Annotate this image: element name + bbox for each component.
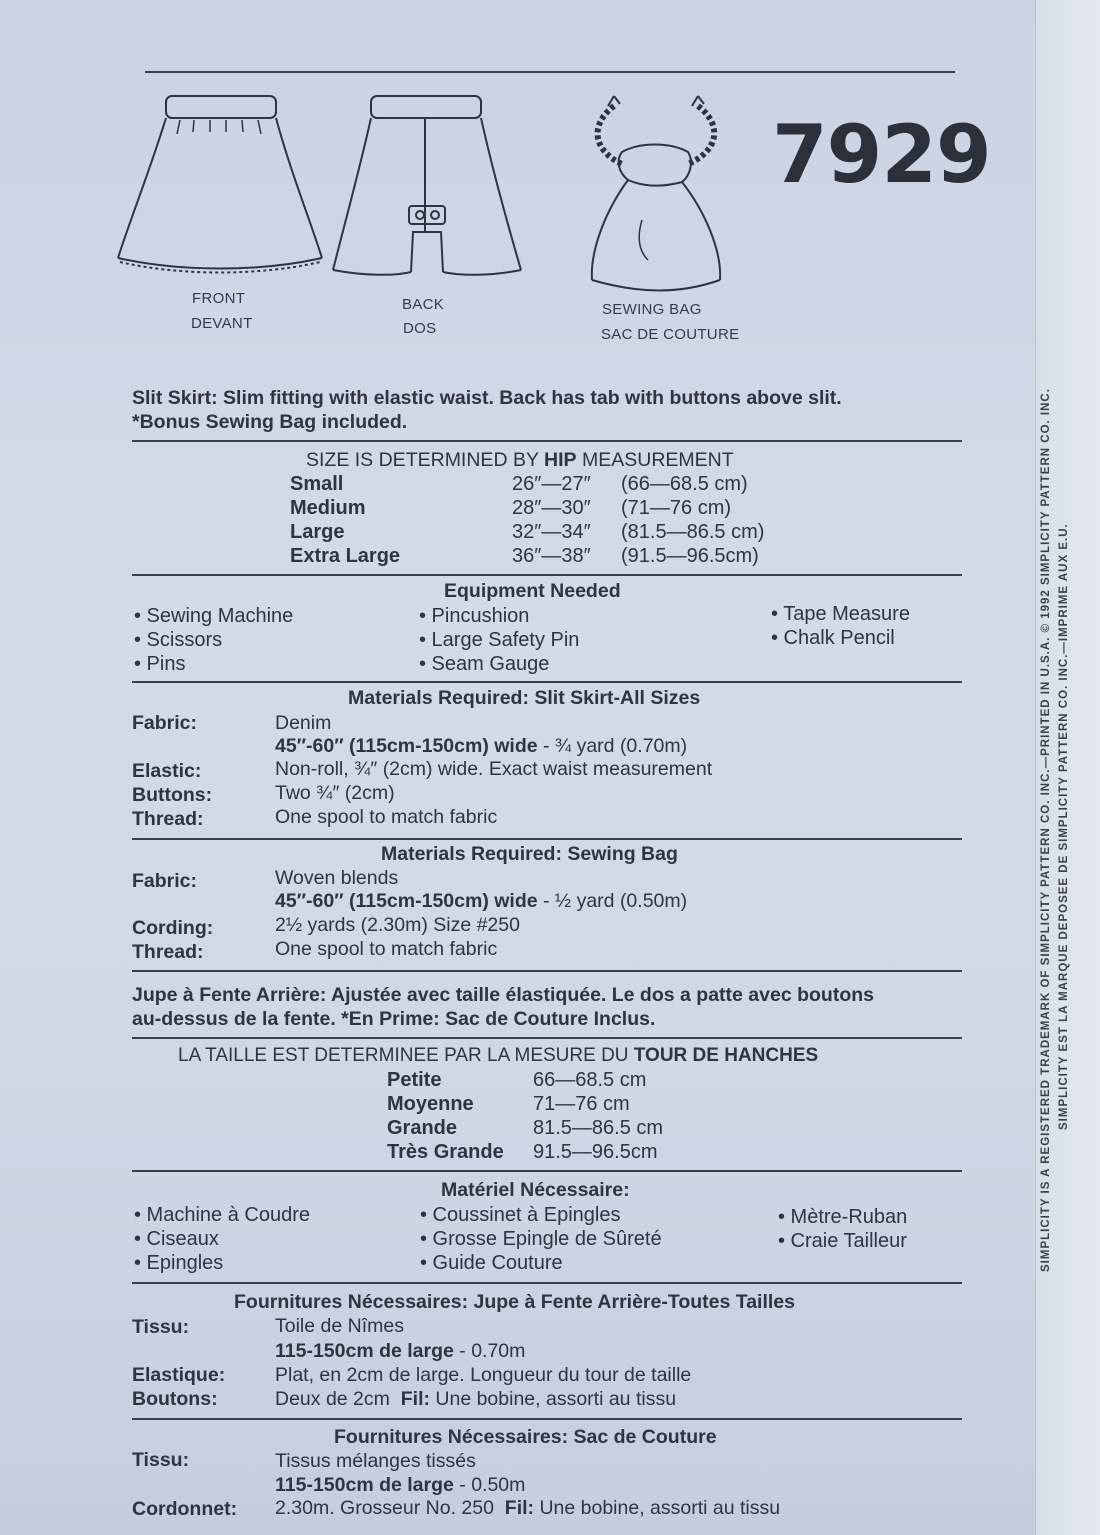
- divider: [132, 681, 962, 683]
- size-cm: (91.5—96.5cm): [621, 545, 759, 567]
- materiel-item: • Ciseaux: [134, 1228, 219, 1250]
- sewing-bag-illustration: [570, 90, 750, 300]
- skirt-back-illustration: [325, 92, 535, 287]
- bag-thread-label: Thread:: [132, 941, 204, 963]
- equipment-item: • Scissors: [134, 629, 223, 651]
- devant-label: DEVANT: [191, 315, 253, 332]
- buttons-label: Buttons:: [132, 784, 213, 806]
- trademark-notice-line2: SIMPLICITY EST LA MARQUE DEPOSEE DE SIMPLICITY PATTERN CO. INC.—IMPRIME AUX E.U.: [1058, 523, 1070, 1130]
- materiel-item: • Machine à Coudre: [134, 1204, 310, 1226]
- boutons-value: Deux de 2cm Fil: Une bobine, assorti au tissu: [275, 1388, 677, 1410]
- equipment-item: • Sewing Machine: [134, 605, 294, 627]
- trademark-notice-line1: SIMPLICITY IS A REGISTERED TRADEMARK OF SIMPLICITY PATTERN CO. INC.—PRINTED IN U.S.A. © 1992 SIMPLICITY PATTERN CO. INC.: [1040, 388, 1052, 1272]
- divider: [132, 1170, 962, 1172]
- buttons-value: Two ¾″ (2cm): [275, 782, 395, 804]
- sac-tissu-width: 115-150cm de large - 0.50m: [275, 1474, 526, 1496]
- skirt-front-illustration: [110, 90, 330, 290]
- divider: [132, 574, 962, 576]
- bag-fabric-label: Fabric:: [132, 870, 198, 892]
- size-cm: (71—76 cm): [621, 497, 732, 519]
- equipment-item: • Chalk Pencil: [771, 627, 895, 649]
- sac-de-couture-label: SAC DE COUTURE: [601, 326, 740, 343]
- skirt-materials-heading: Materials Required: Slit Skirt-All Sizes: [348, 687, 701, 709]
- tissu-value: Toile de Nîmes: [275, 1315, 404, 1337]
- size-name: Medium: [290, 497, 366, 519]
- thread-value: One spool to match fabric: [275, 806, 498, 828]
- english-size-heading: SIZE IS DETERMINED BY HIP MEASUREMENT: [306, 449, 734, 471]
- materiel-item: • Guide Couture: [420, 1252, 563, 1274]
- french-description-line1: Jupe à Fente Arrière: Ajustée avec taille élastiquée. Le dos a patte avec boutons: [132, 984, 874, 1006]
- materiel-item: • Craie Tailleur: [778, 1230, 907, 1252]
- tissu-width: 115-150cm de large - 0.70m: [275, 1340, 526, 1362]
- materiel-heading: Matériel Nécessaire:: [441, 1179, 630, 1201]
- tissu-label: Tissu:: [132, 1316, 190, 1338]
- fabric-value: Denim: [275, 712, 332, 734]
- taille-name: Moyenne: [387, 1093, 474, 1115]
- cording-label: Cording:: [132, 917, 214, 939]
- cordonnet-label: Cordonnet:: [132, 1498, 238, 1520]
- materiel-item: • Epingles: [134, 1252, 224, 1274]
- sewing-bag-label: SEWING BAG: [602, 301, 702, 318]
- equipment-item: • Pincushion: [419, 605, 530, 627]
- divider: [132, 440, 962, 442]
- materiel-item: • Grosse Epingle de Sûreté: [420, 1228, 662, 1250]
- front-label: FRONT: [192, 290, 246, 307]
- size-name: Large: [290, 521, 345, 543]
- taille-name: Grande: [387, 1117, 458, 1139]
- equipment-item: • Pins: [134, 653, 186, 675]
- bag-fabric-width: 45″-60″ (115cm-150cm) wide - ½ yard (0.50m): [275, 890, 688, 912]
- divider: [132, 1282, 962, 1284]
- cording-value: 2½ yards (2.30m) Size #250: [275, 914, 520, 936]
- divider: [132, 1037, 962, 1039]
- materiel-item: • Mètre-Ruban: [778, 1206, 908, 1228]
- elastic-value: Non-roll, ¾″ (2cm) wide. Exact waist measurement: [275, 758, 713, 780]
- equipment-item: • Seam Gauge: [419, 653, 550, 675]
- size-cm: (81.5—86.5 cm): [621, 521, 765, 543]
- elastique-label: Elastique:: [132, 1364, 226, 1386]
- size-name: Extra Large: [290, 545, 401, 567]
- fournitures-sac-heading: Fournitures Nécessaires: Sac de Couture: [334, 1426, 717, 1448]
- cordonnet-value: 2.30m. Grosseur No. 250 Fil: Une bobine, assorti au tissu: [275, 1497, 781, 1519]
- fournitures-jupe-heading: Fournitures Nécessaires: Jupe à Fente Arrière-Toutes Tailles: [234, 1291, 795, 1313]
- materiel-item: • Coussinet à Epingles: [420, 1204, 621, 1226]
- bag-materials-heading: Materials Required: Sewing Bag: [381, 843, 678, 865]
- equipment-item: • Tape Measure: [771, 603, 910, 625]
- equipment-item: • Large Safety Pin: [419, 629, 580, 651]
- sac-tissu-label: Tissu:: [132, 1449, 190, 1471]
- fabric-label: Fabric:: [132, 712, 198, 734]
- taille-cm: 66—68.5 cm: [533, 1069, 647, 1091]
- sac-tissu-value: Tissus mélanges tissés: [275, 1450, 476, 1472]
- thread-label: Thread:: [132, 808, 204, 830]
- size-inches: 26″—27″: [512, 473, 591, 495]
- divider: [132, 1418, 962, 1420]
- bag-fabric-value: Woven blends: [275, 867, 399, 889]
- dos-label: DOS: [403, 320, 437, 337]
- english-description-line1: Slit Skirt: Slim fitting with elastic waist. Back has tab with buttons above slit.: [132, 387, 842, 409]
- taille-name: Petite: [387, 1069, 442, 1091]
- top-divider: [145, 71, 955, 73]
- taille-name: Très Grande: [387, 1141, 504, 1163]
- size-inches: 28″—30″: [512, 497, 591, 519]
- boutons-label: Boutons:: [132, 1388, 218, 1410]
- taille-cm: 71—76 cm: [533, 1093, 630, 1115]
- divider: [132, 838, 962, 840]
- taille-cm: 81.5—86.5 cm: [533, 1117, 664, 1139]
- divider: [132, 970, 962, 972]
- fabric-width: 45″-60″ (115cm-150cm) wide - ¾ yard (0.70m): [275, 735, 688, 757]
- size-inches: 36″—38″: [512, 545, 591, 567]
- pattern-number: 7929: [772, 108, 991, 201]
- size-inches: 32″—34″: [512, 521, 591, 543]
- bag-thread-value: One spool to match fabric: [275, 938, 498, 960]
- size-cm: (66—68.5 cm): [621, 473, 748, 495]
- size-name: Small: [290, 473, 344, 495]
- french-size-heading: LA TAILLE EST DETERMINEE PAR LA MESURE DU TOUR DE HANCHES: [178, 1045, 819, 1066]
- elastique-value: Plat, en 2cm de large. Longueur du tour de taille: [275, 1364, 692, 1386]
- french-description-line2: au-dessus de la fente. *En Prime: Sac de Couture Inclus.: [132, 1008, 656, 1030]
- elastic-label: Elastic:: [132, 760, 202, 782]
- taille-cm: 91.5—96.5cm: [533, 1141, 658, 1163]
- equipment-heading: Equipment Needed: [444, 580, 621, 602]
- back-label: BACK: [402, 296, 445, 313]
- english-description-line2: *Bonus Sewing Bag included.: [132, 411, 408, 433]
